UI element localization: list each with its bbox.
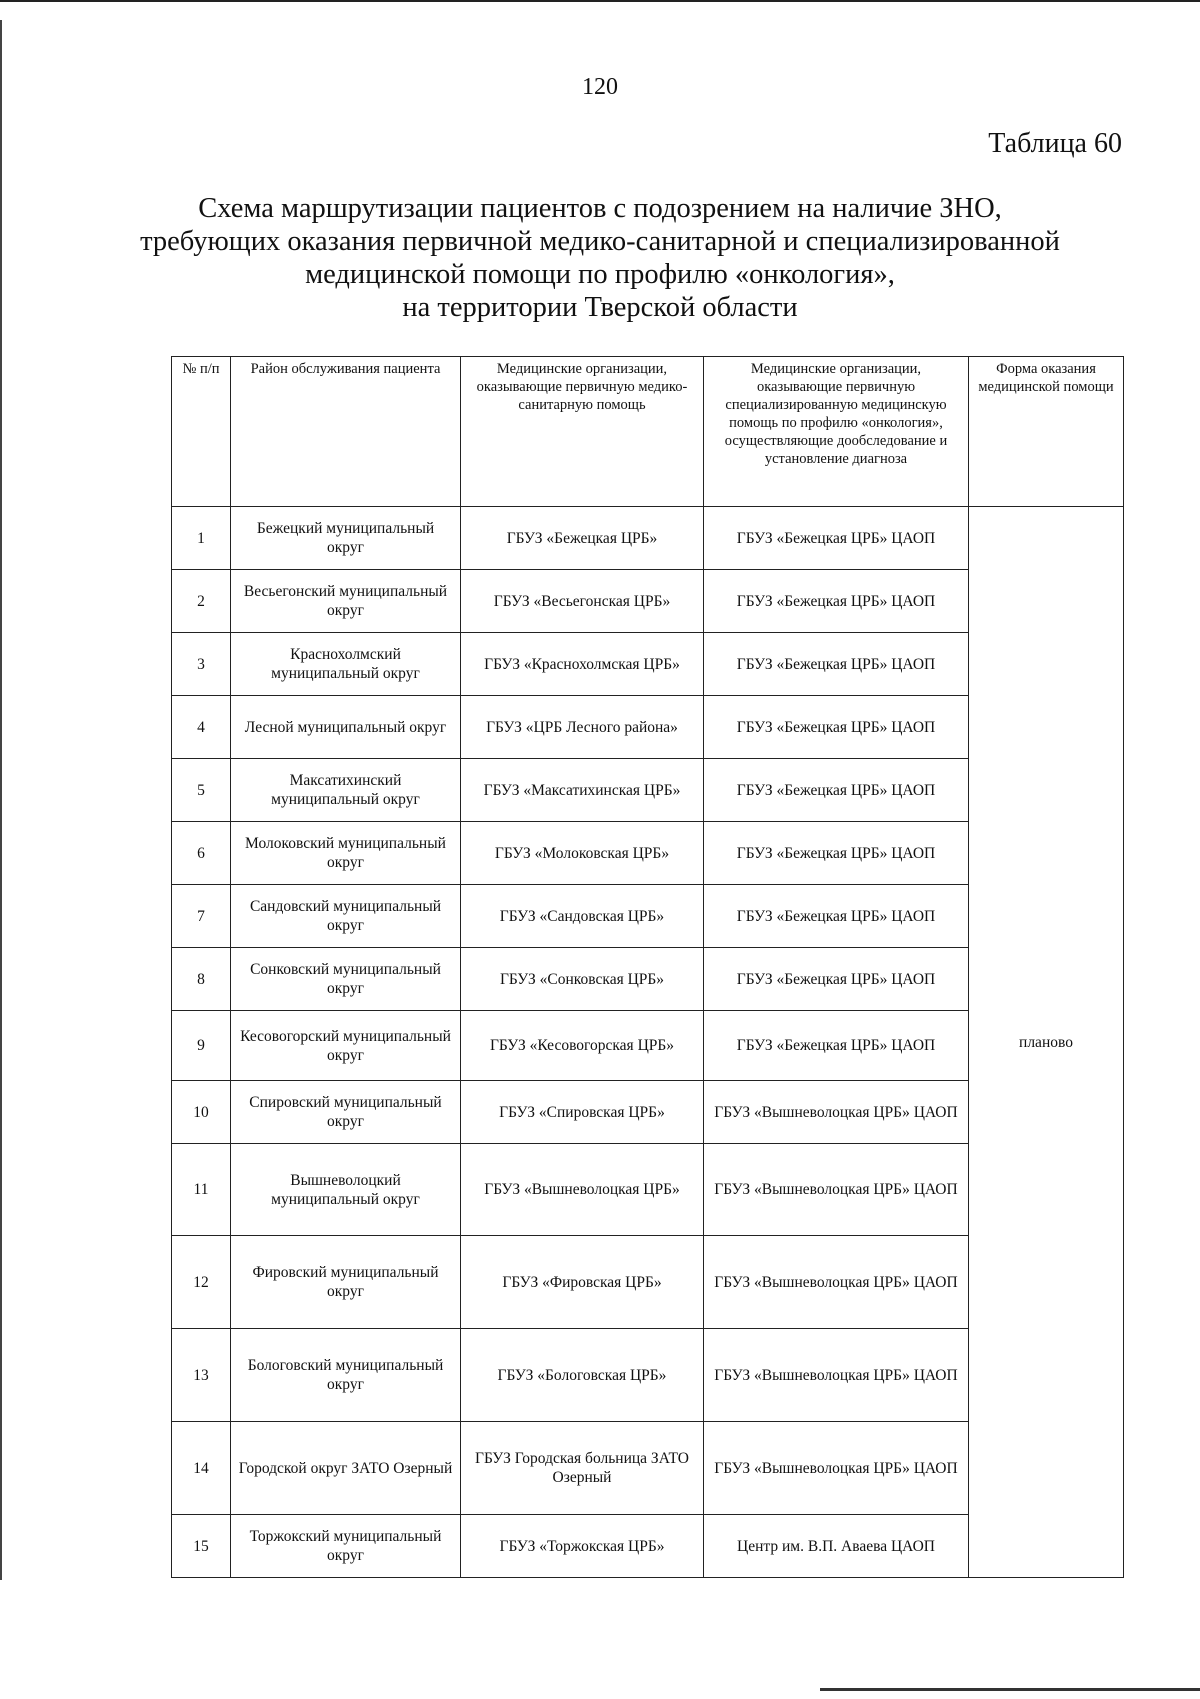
- row-primary-care: ГБУЗ «Фировская ЦРБ»: [461, 1236, 704, 1329]
- row-specialized-care: ГБУЗ «Бежецкая ЦРБ» ЦАОП: [704, 1011, 969, 1081]
- row-primary-care: ГБУЗ «Бологовская ЦРБ»: [461, 1329, 704, 1422]
- title-line: требующих оказания первичной медико-санитарной и специализированной: [140, 226, 1060, 257]
- row-primary-care: ГБУЗ Городская больница ЗАТО Озерный: [461, 1422, 704, 1515]
- row-district: Максатихинский муниципальный округ: [231, 759, 461, 822]
- row-district: Краснохолмский муниципальный округ: [231, 633, 461, 696]
- table-row: [172, 507, 1124, 570]
- header-specialized-care: Медицинские организации, оказывающие первичную специализированную медицинскую помощь по профилю «онкология», осуществляющие дообследование и установление диагноза: [704, 357, 969, 507]
- row-specialized-care: ГБУЗ «Бежецкая ЦРБ» ЦАОП: [704, 507, 969, 570]
- row-specialized-care: Центр им. В.П. Аваева ЦАОП: [704, 1515, 969, 1578]
- table-header-row: [172, 357, 1124, 507]
- row-number: 2: [172, 570, 231, 633]
- row-district: Бологовский муниципальный округ: [231, 1329, 461, 1422]
- row-number: 8: [172, 948, 231, 1011]
- row-district: Торжокский муниципальный округ: [231, 1515, 461, 1578]
- row-district: Фировский муниципальный округ: [231, 1236, 461, 1329]
- row-number: 5: [172, 759, 231, 822]
- row-primary-care: ГБУЗ «ЦРБ Лесного района»: [461, 696, 704, 759]
- row-number: 13: [172, 1329, 231, 1422]
- row-primary-care: ГБУЗ «Бежецкая ЦРБ»: [461, 507, 704, 570]
- page-number: 120: [582, 74, 618, 100]
- scan-border-bottom: [820, 1688, 1200, 1691]
- row-primary-care: ГБУЗ «Краснохолмская ЦРБ»: [461, 633, 704, 696]
- row-number: 7: [172, 885, 231, 948]
- row-number: 15: [172, 1515, 231, 1578]
- row-primary-care: ГБУЗ «Вышневолоцкая ЦРБ»: [461, 1144, 704, 1236]
- care-form-cell: планово: [969, 507, 1124, 1578]
- row-primary-care: ГБУЗ «Спировская ЦРБ»: [461, 1081, 704, 1144]
- row-district: Городской округ ЗАТО Озерный: [231, 1422, 461, 1515]
- title-line: медицинской помощи по профилю «онкология»,: [305, 259, 895, 290]
- title-line: на территории Тверской области: [402, 292, 798, 323]
- title-line: Схема маршрутизации пациентов с подозрением на наличие ЗНО,: [198, 193, 1002, 224]
- row-specialized-care: ГБУЗ «Бежецкая ЦРБ» ЦАОП: [704, 633, 969, 696]
- row-specialized-care: ГБУЗ «Вышневолоцкая ЦРБ» ЦАОП: [704, 1081, 969, 1144]
- row-primary-care: ГБУЗ «Максатихинская ЦРБ»: [461, 759, 704, 822]
- row-number: 4: [172, 696, 231, 759]
- scan-border-left: [0, 20, 2, 1580]
- row-primary-care: ГБУЗ «Молоковская ЦРБ»: [461, 822, 704, 885]
- row-district: Лесной муниципальный округ: [231, 696, 461, 759]
- row-specialized-care: ГБУЗ «Бежецкая ЦРБ» ЦАОП: [704, 822, 969, 885]
- row-district: Сонковский муниципальный округ: [231, 948, 461, 1011]
- row-specialized-care: ГБУЗ «Бежецкая ЦРБ» ЦАОП: [704, 759, 969, 822]
- row-district: Сандовский муниципальный округ: [231, 885, 461, 948]
- header-primary-care: Медицинские организации, оказывающие первичную медико-санитарную помощь: [461, 357, 704, 507]
- row-number: 3: [172, 633, 231, 696]
- routing-table: [171, 356, 1124, 1578]
- document-title: [140, 192, 1060, 324]
- row-specialized-care: ГБУЗ «Бежецкая ЦРБ» ЦАОП: [704, 570, 969, 633]
- header-district: Район обслуживания пациента: [231, 357, 461, 507]
- row-primary-care: ГБУЗ «Сандовская ЦРБ»: [461, 885, 704, 948]
- row-specialized-care: ГБУЗ «Бежецкая ЦРБ» ЦАОП: [704, 948, 969, 1011]
- row-district: Кесовогорский муниципальный округ: [231, 1011, 461, 1081]
- row-district: Молоковский муниципальный округ: [231, 822, 461, 885]
- row-district: Вышневолоцкий муниципальный округ: [231, 1144, 461, 1236]
- row-specialized-care: ГБУЗ «Вышневолоцкая ЦРБ» ЦАОП: [704, 1422, 969, 1515]
- row-specialized-care: ГБУЗ «Бежецкая ЦРБ» ЦАОП: [704, 885, 969, 948]
- row-number: 10: [172, 1081, 231, 1144]
- row-number: 12: [172, 1236, 231, 1329]
- row-specialized-care: ГБУЗ «Бежецкая ЦРБ» ЦАОП: [704, 696, 969, 759]
- row-district: Спировский муниципальный округ: [231, 1081, 461, 1144]
- scan-border-top: [0, 0, 1200, 2]
- table-label: Таблица 60: [988, 128, 1122, 159]
- row-primary-care: ГБУЗ «Торжокская ЦРБ»: [461, 1515, 704, 1578]
- row-district: Весьегонский муниципальный округ: [231, 570, 461, 633]
- row-number: 6: [172, 822, 231, 885]
- row-number: 9: [172, 1011, 231, 1081]
- header-care-form: Форма оказания медицинской помощи: [969, 357, 1124, 507]
- row-primary-care: ГБУЗ «Весьегонская ЦРБ»: [461, 570, 704, 633]
- row-specialized-care: ГБУЗ «Вышневолоцкая ЦРБ» ЦАОП: [704, 1236, 969, 1329]
- row-number: 11: [172, 1144, 231, 1236]
- header-number: № п/п: [172, 357, 231, 507]
- row-number: 1: [172, 507, 231, 570]
- row-number: 14: [172, 1422, 231, 1515]
- row-district: Бежецкий муниципальный округ: [231, 507, 461, 570]
- row-specialized-care: ГБУЗ «Вышневолоцкая ЦРБ» ЦАОП: [704, 1144, 969, 1236]
- row-specialized-care: ГБУЗ «Вышневолоцкая ЦРБ» ЦАОП: [704, 1329, 969, 1422]
- row-primary-care: ГБУЗ «Сонковская ЦРБ»: [461, 948, 704, 1011]
- row-primary-care: ГБУЗ «Кесовогорская ЦРБ»: [461, 1011, 704, 1081]
